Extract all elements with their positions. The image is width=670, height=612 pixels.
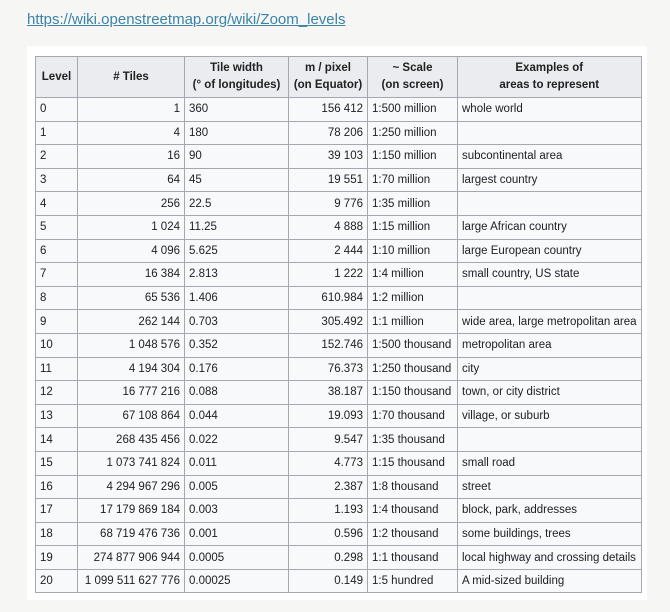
cell-m-per-pixel: 1.193 <box>289 499 368 523</box>
cell-tile-width: 0.352 <box>185 333 289 357</box>
cell-m-per-pixel: 4.773 <box>289 451 368 475</box>
header-tiles: # Tiles <box>78 57 185 98</box>
table-row <box>36 145 642 169</box>
cell-tiles: 65 536 <box>78 286 185 310</box>
cell-m-per-pixel: 9.547 <box>289 428 368 452</box>
cell-tile-width: 0.0005 <box>185 546 289 570</box>
header-tile-width-line2: (° of longitudes) <box>192 79 281 91</box>
cell-level: 17 <box>36 499 78 523</box>
table-row <box>36 381 642 405</box>
cell-examples: subcontinental area <box>458 145 642 169</box>
header-examples-line1: Examples of <box>515 62 584 74</box>
cell-tiles: 274 877 906 944 <box>78 546 185 570</box>
cell-level: 10 <box>36 333 78 357</box>
cell-examples: some buildings, trees <box>458 522 642 546</box>
cell-m-per-pixel: 39 103 <box>289 145 368 169</box>
cell-level: 6 <box>36 239 78 263</box>
cell-examples: city <box>458 357 642 381</box>
cell-examples <box>458 121 642 145</box>
cell-m-per-pixel: 4 888 <box>289 215 368 239</box>
cell-examples: street <box>458 475 642 499</box>
cell-tiles: 1 099 511 627 776 <box>78 569 185 593</box>
cell-scale: 1:8 thousand <box>368 475 458 499</box>
zoom-levels-table <box>35 56 642 593</box>
cell-scale: 1:5 hundred <box>368 569 458 593</box>
cell-m-per-pixel: 2.387 <box>289 475 368 499</box>
zoom-levels-link[interactable]: https://wiki.openstreetmap.org/wiki/Zoom_levels <box>27 11 346 28</box>
cell-level: 11 <box>36 357 78 381</box>
cell-examples: metropolitan area <box>458 333 642 357</box>
cell-tile-width: 45 <box>185 168 289 192</box>
table-row <box>36 357 642 381</box>
cell-tiles: 1 073 741 824 <box>78 451 185 475</box>
cell-tile-width: 180 <box>185 121 289 145</box>
cell-examples: small road <box>458 451 642 475</box>
cell-examples: block, park, addresses <box>458 499 642 523</box>
header-level: Level <box>36 57 78 98</box>
cell-tile-width: 5.625 <box>185 239 289 263</box>
cell-tile-width: 0.703 <box>185 310 289 334</box>
cell-scale: 1:500 thousand <box>368 333 458 357</box>
cell-m-per-pixel: 9 776 <box>289 192 368 216</box>
cell-level: 9 <box>36 310 78 334</box>
cell-m-per-pixel: 1 222 <box>289 263 368 287</box>
cell-tile-width: 0.005 <box>185 475 289 499</box>
cell-scale: 1:1 million <box>368 310 458 334</box>
cell-tile-width: 0.001 <box>185 522 289 546</box>
cell-level: 7 <box>36 263 78 287</box>
cell-tile-width: 0.003 <box>185 499 289 523</box>
cell-level: 8 <box>36 286 78 310</box>
table-row <box>36 310 642 334</box>
cell-scale: 1:35 thousand <box>368 428 458 452</box>
cell-level: 20 <box>36 569 78 593</box>
cell-m-per-pixel: 0.149 <box>289 569 368 593</box>
cell-tiles: 1 048 576 <box>78 333 185 357</box>
cell-tiles: 16 384 <box>78 263 185 287</box>
cell-level: 13 <box>36 404 78 428</box>
cell-scale: 1:2 thousand <box>368 522 458 546</box>
table-row <box>36 286 642 310</box>
table-header-row <box>36 57 642 98</box>
cell-m-per-pixel: 38.187 <box>289 381 368 405</box>
table-row <box>36 499 642 523</box>
cell-m-per-pixel: 152.746 <box>289 333 368 357</box>
cell-examples: local highway and crossing details <box>458 546 642 570</box>
cell-level: 1 <box>36 121 78 145</box>
cell-examples <box>458 286 642 310</box>
table-panel <box>27 46 647 600</box>
cell-scale: 1:35 million <box>368 192 458 216</box>
table-row <box>36 451 642 475</box>
cell-scale: 1:250 million <box>368 121 458 145</box>
cell-level: 5 <box>36 215 78 239</box>
table-row <box>36 475 642 499</box>
cell-tile-width: 1.406 <box>185 286 289 310</box>
header-m-per-pixel-line2: (on Equator) <box>293 79 363 91</box>
cell-level: 15 <box>36 451 78 475</box>
cell-m-per-pixel: 156 412 <box>289 98 368 122</box>
cell-level: 18 <box>36 522 78 546</box>
cell-scale: 1:250 thousand <box>368 357 458 381</box>
cell-scale: 1:15 thousand <box>368 451 458 475</box>
cell-level: 19 <box>36 546 78 570</box>
cell-tile-width: 0.022 <box>185 428 289 452</box>
header-scale <box>368 57 458 98</box>
cell-m-per-pixel: 305.492 <box>289 310 368 334</box>
cell-examples: large European country <box>458 239 642 263</box>
header-tile-width-line1: Tile width <box>210 62 263 74</box>
cell-examples: village, or suburb <box>458 404 642 428</box>
cell-tiles: 4 <box>78 121 185 145</box>
header-tile-width <box>185 57 289 98</box>
cell-examples: small country, US state <box>458 263 642 287</box>
cell-m-per-pixel: 78 206 <box>289 121 368 145</box>
table-row <box>36 263 642 287</box>
cell-m-per-pixel: 0.298 <box>289 546 368 570</box>
cell-examples: large African country <box>458 215 642 239</box>
table-row <box>36 546 642 570</box>
cell-m-per-pixel: 2 444 <box>289 239 368 263</box>
cell-scale: 1:4 million <box>368 263 458 287</box>
cell-tile-width: 360 <box>185 98 289 122</box>
cell-level: 3 <box>36 168 78 192</box>
cell-tile-width: 0.00025 <box>185 569 289 593</box>
table-row <box>36 428 642 452</box>
cell-examples <box>458 428 642 452</box>
table-row <box>36 121 642 145</box>
cell-examples: town, or city district <box>458 381 642 405</box>
cell-tiles: 17 179 869 184 <box>78 499 185 523</box>
cell-examples <box>458 192 642 216</box>
table-row <box>36 239 642 263</box>
cell-scale: 1:1 thousand <box>368 546 458 570</box>
cell-tile-width: 22.5 <box>185 192 289 216</box>
cell-m-per-pixel: 0.596 <box>289 522 368 546</box>
cell-tiles: 64 <box>78 168 185 192</box>
cell-m-per-pixel: 19.093 <box>289 404 368 428</box>
cell-examples: wide area, large metropolitan area <box>458 310 642 334</box>
cell-scale: 1:10 million <box>368 239 458 263</box>
cell-scale: 1:150 million <box>368 145 458 169</box>
cell-tile-width: 0.088 <box>185 381 289 405</box>
cell-scale: 1:70 million <box>368 168 458 192</box>
header-scale-line1: ~ Scale <box>392 62 433 74</box>
cell-scale: 1:150 thousand <box>368 381 458 405</box>
header-scale-line2: (on screen) <box>381 79 444 91</box>
cell-m-per-pixel: 19 551 <box>289 168 368 192</box>
table-body <box>36 98 642 593</box>
cell-level: 16 <box>36 475 78 499</box>
cell-m-per-pixel: 76.373 <box>289 357 368 381</box>
header-m-per-pixel-line1: m / pixel <box>304 62 352 74</box>
table-row <box>36 192 642 216</box>
cell-tiles: 4 096 <box>78 239 185 263</box>
cell-tile-width: 0.011 <box>185 451 289 475</box>
cell-tile-width: 0.044 <box>185 404 289 428</box>
cell-scale: 1:4 thousand <box>368 499 458 523</box>
table-row <box>36 333 642 357</box>
cell-scale: 1:500 million <box>368 98 458 122</box>
table-row <box>36 569 642 593</box>
cell-tile-width: 11.25 <box>185 215 289 239</box>
table-row <box>36 98 642 122</box>
header-examples <box>458 57 642 98</box>
cell-scale: 1:2 million <box>368 286 458 310</box>
cell-tiles: 16 <box>78 145 185 169</box>
cell-tile-width: 2.813 <box>185 263 289 287</box>
table-row <box>36 215 642 239</box>
table-row <box>36 522 642 546</box>
cell-m-per-pixel: 610.984 <box>289 286 368 310</box>
cell-tiles: 1 024 <box>78 215 185 239</box>
cell-level: 14 <box>36 428 78 452</box>
header-m-per-pixel <box>289 57 368 98</box>
cell-scale: 1:70 thousand <box>368 404 458 428</box>
cell-level: 2 <box>36 145 78 169</box>
cell-tiles: 1 <box>78 98 185 122</box>
table-row <box>36 404 642 428</box>
cell-tile-width: 0.176 <box>185 357 289 381</box>
cell-tiles: 16 777 216 <box>78 381 185 405</box>
cell-tiles: 268 435 456 <box>78 428 185 452</box>
cell-level: 0 <box>36 98 78 122</box>
cell-level: 4 <box>36 192 78 216</box>
cell-examples: A mid-sized building <box>458 569 642 593</box>
cell-tiles: 256 <box>78 192 185 216</box>
cell-scale: 1:15 million <box>368 215 458 239</box>
cell-tiles: 68 719 476 736 <box>78 522 185 546</box>
table-row <box>36 168 642 192</box>
cell-level: 12 <box>36 381 78 405</box>
cell-examples: largest country <box>458 168 642 192</box>
cell-tiles: 67 108 864 <box>78 404 185 428</box>
cell-tiles: 4 194 304 <box>78 357 185 381</box>
header-examples-line2: areas to represent <box>499 79 600 91</box>
cell-examples: whole world <box>458 98 642 122</box>
cell-tiles: 4 294 967 296 <box>78 475 185 499</box>
cell-tile-width: 90 <box>185 145 289 169</box>
cell-tiles: 262 144 <box>78 310 185 334</box>
